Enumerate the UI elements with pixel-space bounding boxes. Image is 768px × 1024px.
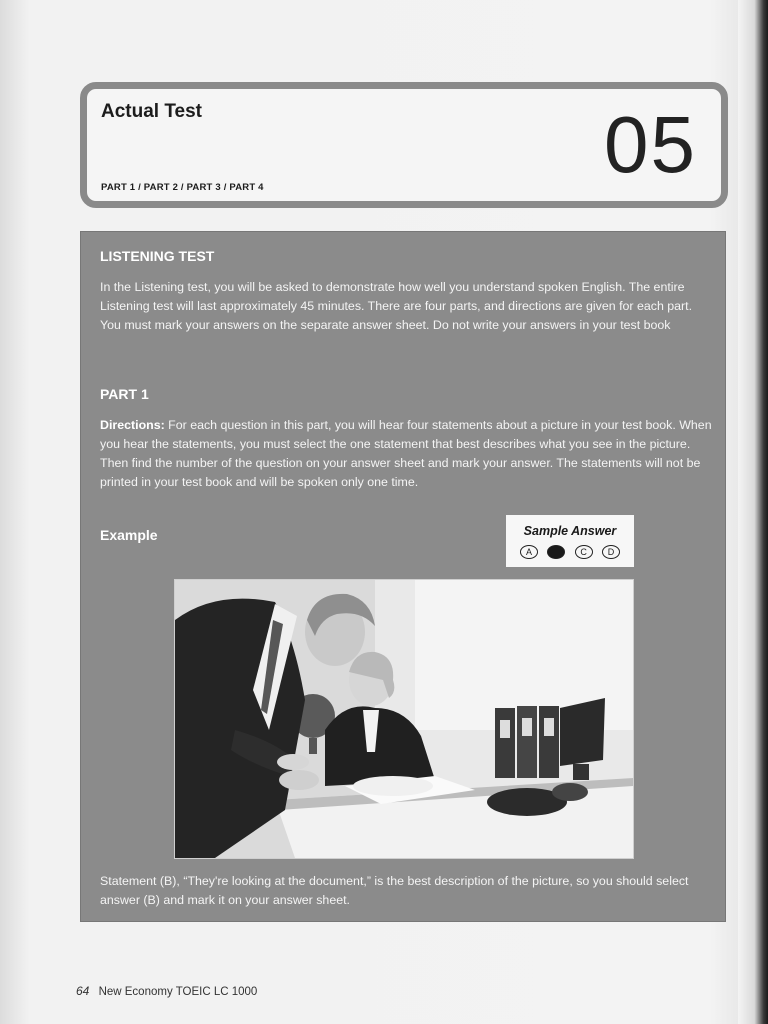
header-parts: PART 1 / PART 2 / PART 3 / PART 4 xyxy=(101,182,264,193)
answer-bubbles xyxy=(520,545,620,561)
page-binding-edge xyxy=(738,0,768,1024)
intro-paragraph: In the Listening test, you will be asked to demonstrate how well you understand spoken English. The entire Listening test will last approximately 45 minutes. There are four parts, and directions are given for each part. You must mark your answers on the separate answer sheet. Do not write your answers in your test book xyxy=(100,280,693,332)
answer-bubble-b-filled xyxy=(547,545,565,559)
part-title: PART 1 xyxy=(100,386,149,402)
answer-bubble-c: C xyxy=(575,545,593,559)
sample-answer-label: Sample Answer xyxy=(523,524,617,538)
page-footer xyxy=(76,984,257,998)
header-title: Actual Test xyxy=(101,101,203,122)
book-title: New Economy TOEIC LC 1000 xyxy=(98,986,258,998)
sample-answer-box xyxy=(506,515,634,567)
answer-bubble-d: D xyxy=(602,545,620,559)
answer-bubble-a: A xyxy=(520,545,538,559)
header-card xyxy=(80,82,728,208)
example-title: Example xyxy=(100,527,158,543)
page-number: 64 xyxy=(76,984,90,998)
directions-paragraph xyxy=(100,416,712,492)
listening-test-panel xyxy=(80,231,726,922)
example-photo xyxy=(174,579,634,859)
directions-body: For each question in this part, you will hear four statements about a picture in your test book. When you hear the statements, you must select the one statement that best describes what you see in the picture. Then find the number of the question on your answer sheet and mark your answer. The statements will not be printed in your test book and will be spoken only one time. xyxy=(100,418,712,489)
section-title: LISTENING TEST xyxy=(100,248,215,264)
test-number: 05 xyxy=(604,100,697,189)
directions-label: Directions: xyxy=(100,418,165,432)
statement-paragraph: Statement (B), “They're looking at the document,” is the best description of the picture, so you should select answer (B) and mark it on your answer sheet. xyxy=(100,874,689,907)
